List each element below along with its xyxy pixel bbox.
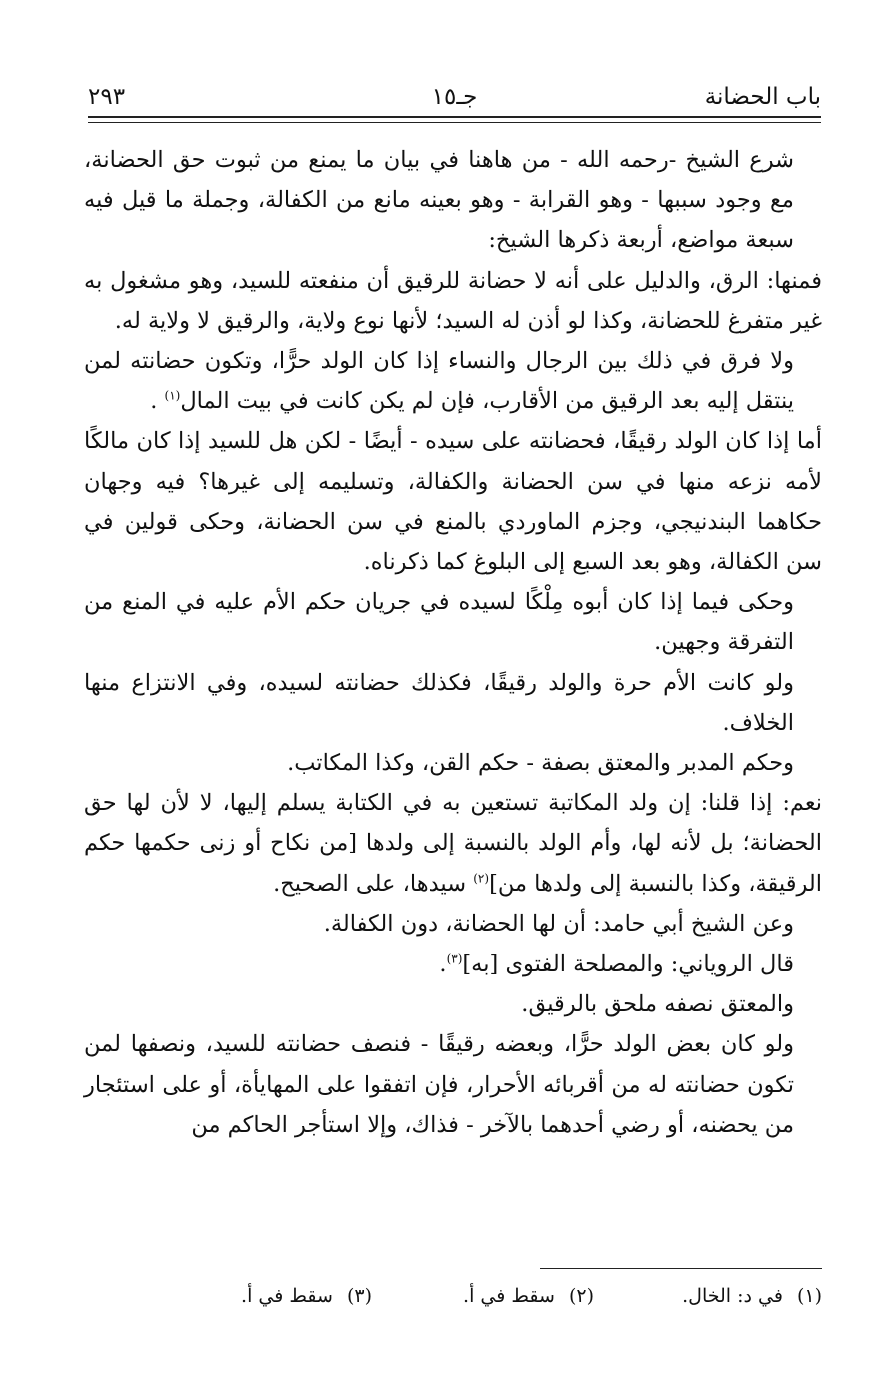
paragraph: ولا فرق في ذلك بين الرجال والنساء إذا كان الولد حرًّا، وتكون حضانته لمن ينتقل إليه بعد الرقيق من الأقارب، فإن لم يكن كانت في بيت المال$^{(١)}$ .	[84, 348, 794, 415]
paragraph: نعم: إذا قلنا: إن ولد المكاتبة تستعين به في الكتابة يسلم إليها، لا لأن لها حق الحضانة؛ بل لأنه لها، وأم الولد بالنسبة إلى ولدها [من نكاح أو زنى حكمها حكم الرقيقة، وكذا بالنسبة إلى ولدها من]$^{(٢)}$ سيدها، على الصحيح.	[84, 790, 822, 897]
header-rule-thin	[88, 122, 821, 123]
footnote: (٣)سقط في أ.	[241, 1285, 372, 1307]
footnote-marker: (١)	[164, 388, 181, 403]
page-number: ٢٩٣	[88, 84, 126, 110]
paragraph: شرع الشيخ -رحمه الله - من هاهنا في بيان ما يمنع من ثبوت حق الحضانة، مع وجود سببها - وهو القرابة - وهو بعينه مانع من الكفالة، وجملة ما قيل فيه سبعة مواضع، أربعة ذكرها الشيخ:	[84, 147, 794, 254]
footnote-separator	[540, 1268, 822, 1269]
paragraph: فمنها: الرق، والدليل على أنه لا حضانة للرقيق أن منفعته للسيد، وهو مشغول به غير متفرغ للحضانة، وكذا لو أذن له السيد؛ لأنها نوع ولاية، والرقيق لا ولاية له.	[84, 267, 822, 334]
paragraph: قال الروياني: والمصلحة الفتوى [به]$^{(٣)}$.	[439, 951, 794, 978]
footnote-marker: (٢)	[473, 871, 490, 886]
paragraph: وعن الشيخ أبي حامد: أن لها الحضانة، دون الكفالة.	[323, 910, 794, 937]
footnote: (١)في د: الخال.	[682, 1285, 822, 1307]
footnotes	[150, 1283, 822, 1313]
paragraph: ولو كانت الأم حرة والولد رقيقًا، فكذلك حضانته لسيده، وفي الانتزاع منها الخلاف.	[84, 669, 794, 736]
paragraph: أما إذا كان الولد رقيقًا، فحضانته على سيده - أيضًا - لكن هل للسيد إذا كان مالكًا لأمه نزعه منها في سن الحضانة والكفالة، وتسليمه إلى غيرها؟ فيه وجهان حكاهما البندنيجي، وجزم الماوردي بالمنع في سن الحضانة، وحكى قولين في سن الكفالة، وهو بعد السبع إلى البلوغ كما ذكرناه.	[84, 428, 822, 576]
volume-label: جـ١٥	[431, 84, 478, 110]
paragraph: والمعتق نصفه ملحق بالرقيق.	[521, 991, 794, 1018]
paragraph: ولو كان بعض الولد حرًّا، وبعضه رقيقًا - فنصف حضانته للسيد، ونصفها لمن تكون حضانته له من أقربائه الأحرار، فإن اتفقوا على المهايأة، أو على استئجار من يحضنه، أو رضي أحدهما بالآخر - فذاك، وإلا استأجر الحاكم من	[84, 1031, 794, 1138]
header-rule-thick	[88, 116, 821, 118]
main-text	[84, 140, 822, 1145]
chapter-title: باب الحضانة	[704, 84, 821, 110]
footnote: (٢)سقط في أ.	[463, 1285, 594, 1307]
paragraph: وحكم المدبر والمعتق بصفة - حكم القن، وكذا المكاتب.	[287, 750, 794, 777]
paragraph: وحكى فيما إذا كان أبوه مِلْكًا لسيده في جريان حكم الأم عليه في المنع من التفرقة وجهين.	[84, 589, 794, 656]
footnote-marker: (٣)	[446, 951, 463, 966]
